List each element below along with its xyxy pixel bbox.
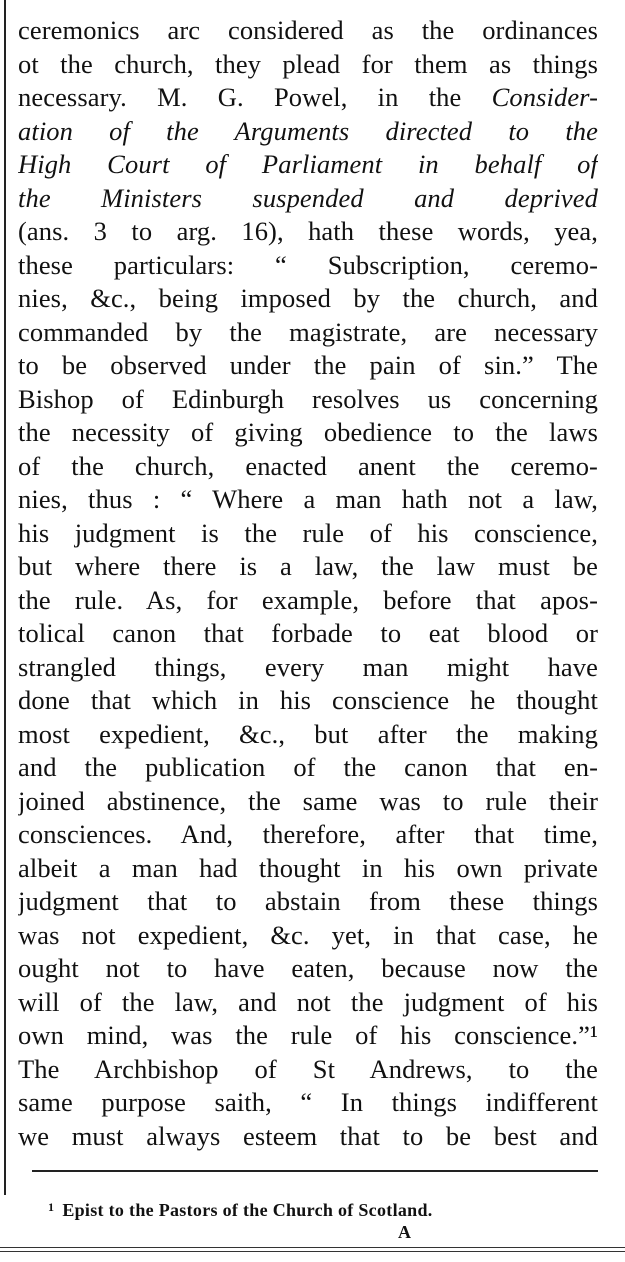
body-line: the necessity of giving obedience to the laws [18, 417, 598, 447]
body-line: joined abstinence, the same was to rule their [18, 785, 598, 816]
footnote [48, 1196, 598, 1221]
body-line: will of the law, and not the judgment of his [18, 986, 598, 1017]
body-line [18, 115, 598, 149]
footnote-marker: 1 [48, 1200, 55, 1214]
left-margin-rule [4, 0, 6, 1195]
body-line: but where there is a law, the law must be [18, 551, 598, 581]
body-line-italic: ation of the Arguments directed to the [18, 115, 598, 146]
body-line: nies, &c., being imposed by the church, and [18, 283, 598, 313]
body-line: we must always esteem that to be best and [18, 1120, 598, 1151]
body-line: tolical canon that forbade to eat blood or [18, 618, 598, 648]
body-line: ceremonics arc considered as the ordinances [18, 15, 598, 45]
body-line: ot the church, they plead for them as things [18, 48, 598, 79]
body-line: to be observed under the pain of sin.” The [18, 350, 598, 380]
body-line: (ans. 3 to arg. 16), hath these words, yea, [18, 216, 598, 246]
bottom-rule [0, 1251, 625, 1252]
body-line: consciences. And, therefore, after that time, [18, 819, 598, 849]
page-text-column [18, 14, 598, 1153]
body-line: was not expedient, &c. yet, in that case, he [18, 919, 598, 950]
body-line: albeit a man had thought in his own private [18, 852, 598, 883]
body-line-italic: High Court of Parliament in behalf of [18, 149, 598, 179]
body-line: judgment that to abstain from these things [18, 886, 598, 916]
body-line-italic: the Ministers suspended and deprived [18, 182, 598, 213]
body-line: nies, thus : “ Where a man hath not a law, [18, 484, 598, 514]
footnote-divider [32, 1170, 598, 1172]
body-line: and the publication of the canon that en- [18, 752, 598, 782]
signature-mark: A [398, 1222, 411, 1242]
body-line: Bishop of Edinburgh resolves us concerning [18, 383, 598, 414]
body-line: these particulars: “ Subscription, ceremo- [18, 249, 598, 280]
body-line: the rule. As, for example, before that apos- [18, 584, 598, 615]
body-line [18, 182, 598, 216]
footnote-text: Epist to the Pastors of the Church of Scotland. [62, 1200, 433, 1220]
body-line: commanded by the magistrate, are necessary [18, 316, 598, 347]
body-line: of the church, enacted anent the ceremo- [18, 450, 598, 481]
bottom-rule [0, 1247, 625, 1248]
body-line: most expedient, &c., but after the making [18, 718, 598, 749]
body-line [18, 81, 598, 115]
body-line: own mind, was the rule of his conscience.”¹ [18, 1020, 598, 1050]
body-line-italic: Consider- [491, 82, 598, 112]
body-line: same purpose saith, “ In things indifferent [18, 1087, 598, 1117]
body-line [18, 148, 598, 182]
body-line-roman: necessary. M. G. Powel, in the [18, 82, 492, 112]
body-line: The Archbishop of St Andrews, to the [18, 1053, 598, 1084]
body-line: his judgment is the rule of his conscience, [18, 517, 598, 548]
body-line: strangled things, every man might have [18, 651, 598, 682]
body-line: ought not to have eaten, because now the [18, 953, 598, 983]
body-line: done that which in his conscience he thought [18, 685, 598, 715]
